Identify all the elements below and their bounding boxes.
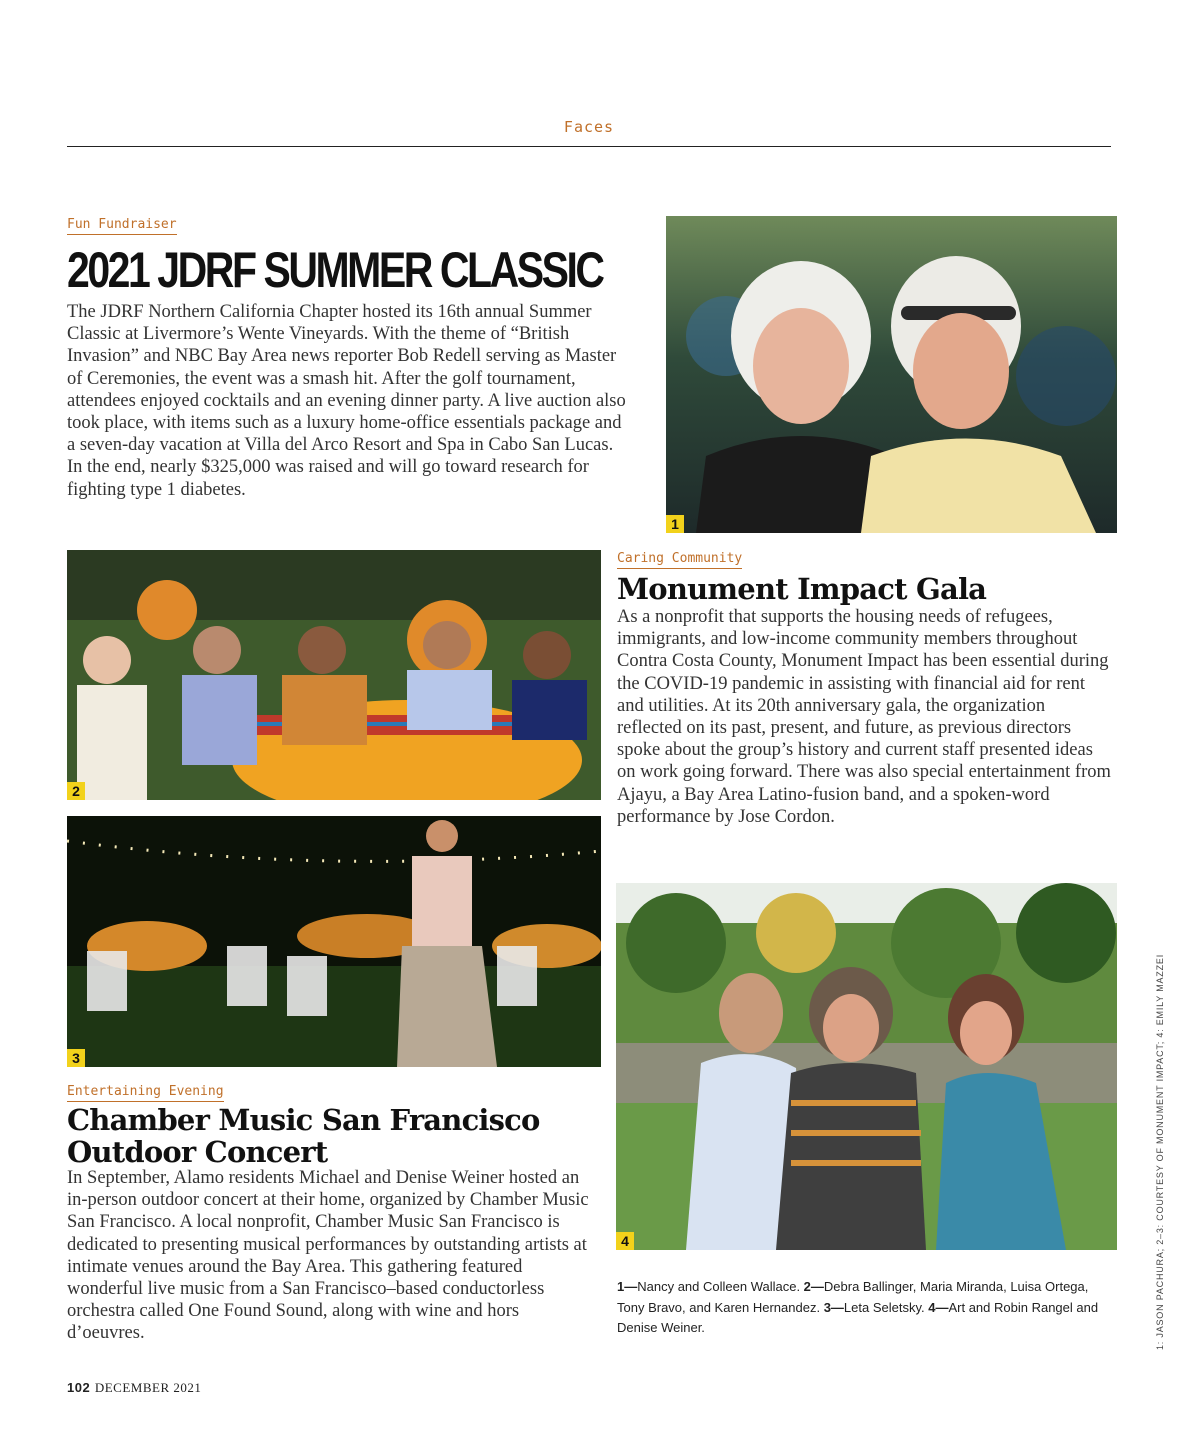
story2-kicker-wrap bbox=[617, 547, 742, 569]
story3-kicker-wrap bbox=[67, 1080, 224, 1102]
photo-2 bbox=[67, 550, 601, 800]
story3-kicker: Entertaining Evening bbox=[67, 1084, 224, 1102]
photo-captions bbox=[617, 1277, 1112, 1339]
story2-kicker: Caring Community bbox=[617, 551, 742, 569]
caption-4-text: Art and Robin Rangel and Denise Weiner. bbox=[617, 1299, 1099, 1335]
photo-3 bbox=[67, 816, 601, 1067]
photo-1-number: 1 bbox=[666, 515, 684, 533]
story2-headline: Monument Impact Gala bbox=[617, 572, 987, 606]
story2-body: As a nonprofit that supports the housing needs of refugees, immigrants, and low-income community members throughout Contra Costa County, Monument Impact has been essential during the COVID-19 pandemic in assisting with financial aid for rent and utilities. At its 20th anniversary gala, the organization reflected on its past, present, and future, as previous directors spoke about the group’s history and current staff presented ideas on work going forward. There was also special entertainment from Ajayu, a Bay Area Latino-fusion band, and a spoken-word performance by Jose Cordon. bbox=[617, 607, 1111, 827]
photo-1 bbox=[666, 216, 1117, 533]
section-label: Faces bbox=[563, 118, 615, 136]
caption-1-text: Nancy and Colleen Wallace. bbox=[637, 1279, 804, 1294]
folio bbox=[67, 1380, 201, 1396]
caption-2-number: 2— bbox=[803, 1279, 824, 1294]
photo-credit: 1: JASON PACHURA; 2–3: COURTESY OF MONUMENT IMPACT; 4: EMILY MAZZEI bbox=[1155, 954, 1165, 1350]
story1-body: The JDRF Northern California Chapter hosted its 16th annual Summer Classic at Livermore’s Wente Vineyards. With the theme of “British Invasion” and NBC Bay Area news reporter Bob Redell serving as Master of Ceremonies, the event was a smash hit. After the golf tournament, attendees enjoyed cocktails and an evening dinner party. A live auction also took place, with items such as a luxury home-office essentials package and a seven-day vacation at Villa del Arco Resort and Spa in Cabo San Lucas. In the end, nearly $325,000 was raised and will go toward research for fighting type 1 diabetes. bbox=[67, 302, 626, 500]
story1-kicker: Fun Fundraiser bbox=[67, 217, 177, 235]
caption-2-text: Debra Ballinger, Maria Miranda, Luisa Ortega, Tony Bravo, and Karen Hernandez. bbox=[617, 1279, 1089, 1315]
story1-kicker-wrap bbox=[67, 213, 177, 235]
photo-2-number: 2 bbox=[67, 782, 85, 800]
issue-date: DECEMBER 2021 bbox=[94, 1380, 202, 1395]
photo-3-number: 3 bbox=[67, 1049, 85, 1067]
story1-headline: 2021 JDRF SUMMER CLASSIC bbox=[67, 242, 603, 298]
caption-4-number: 4— bbox=[928, 1299, 949, 1315]
caption-3-number: 3— bbox=[823, 1299, 844, 1315]
story3-headline: Chamber Music San Francisco Outdoor Concert bbox=[67, 1103, 540, 1169]
caption-3-text: Leta Seletsky. bbox=[843, 1299, 929, 1315]
story3-body: In September, Alamo residents Michael and Denise Weiner hosted an in-person outdoor concert at their home, organized by Chamber Music San Francisco. A local nonprofit, Chamber Music San Francisco is dedicated to presenting musical performances by outstanding artists at intimate venues around the Bay Area. This gathering featured wonderful live music from a San Francisco–based conductorless orchestra called One Found Sound, along with wine and hors d’oeuvres. bbox=[67, 1168, 589, 1344]
caption-1-number: 1— bbox=[617, 1279, 638, 1294]
photo-4 bbox=[616, 883, 1117, 1250]
header-divider bbox=[67, 146, 1111, 147]
photo-4-number: 4 bbox=[616, 1232, 634, 1250]
page-number: 102 bbox=[67, 1380, 91, 1395]
